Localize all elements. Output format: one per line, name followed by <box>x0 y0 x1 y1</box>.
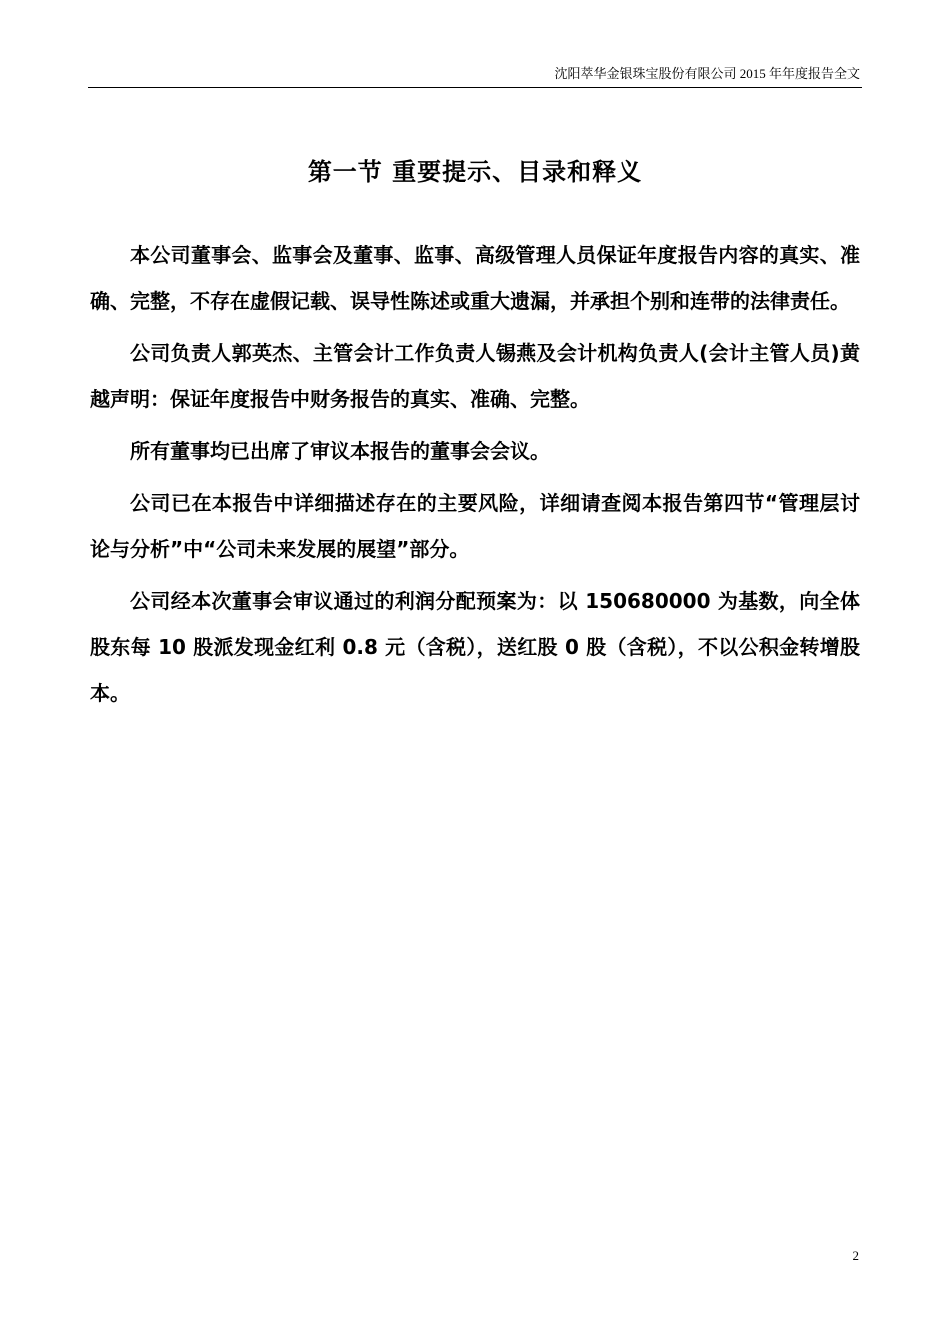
paragraph-responsible-persons: 公司负责人郭英杰、主管会计工作负责人锡燕及会计机构负责人(会计主管人员)黄越声明：保证年度报告中财务报告的真实、准确、完整。 <box>90 341 860 411</box>
document-body <box>90 232 860 722</box>
header-divider <box>88 87 862 88</box>
section-title: 第一节 重要提示、目录和释义 <box>307 158 643 186</box>
paragraph-board-attendance: 所有董事均已出席了审议本报告的董事会会议。 <box>130 439 550 463</box>
page-number: 2 <box>852 1248 859 1263</box>
running-header: 沈阳萃华金银珠宝股份有限公司 2015 年年度报告全文 <box>554 66 860 81</box>
paragraph-profit-distribution: 公司经本次董事会审议通过的利润分配预案为：以 150680000 为基数，向全体股东每 10 股派发现金红利 0.8 元（含税），送红股 0 股（含税），不以公积金转增股本。 <box>90 589 860 705</box>
paragraph-board-assurance: 本公司董事会、监事会及董事、监事、高级管理人员保证年度报告内容的真实、准确、完整，不存在虚假记载、误导性陈述或重大遗漏，并承担个别和连带的法律责任。 <box>90 243 860 313</box>
paragraph-risk-notice: 公司已在本报告中详细描述存在的主要风险，详细请查阅本报告第四节“管理层讨论与分析”中“公司未来发展的展望”部分。 <box>90 491 860 561</box>
